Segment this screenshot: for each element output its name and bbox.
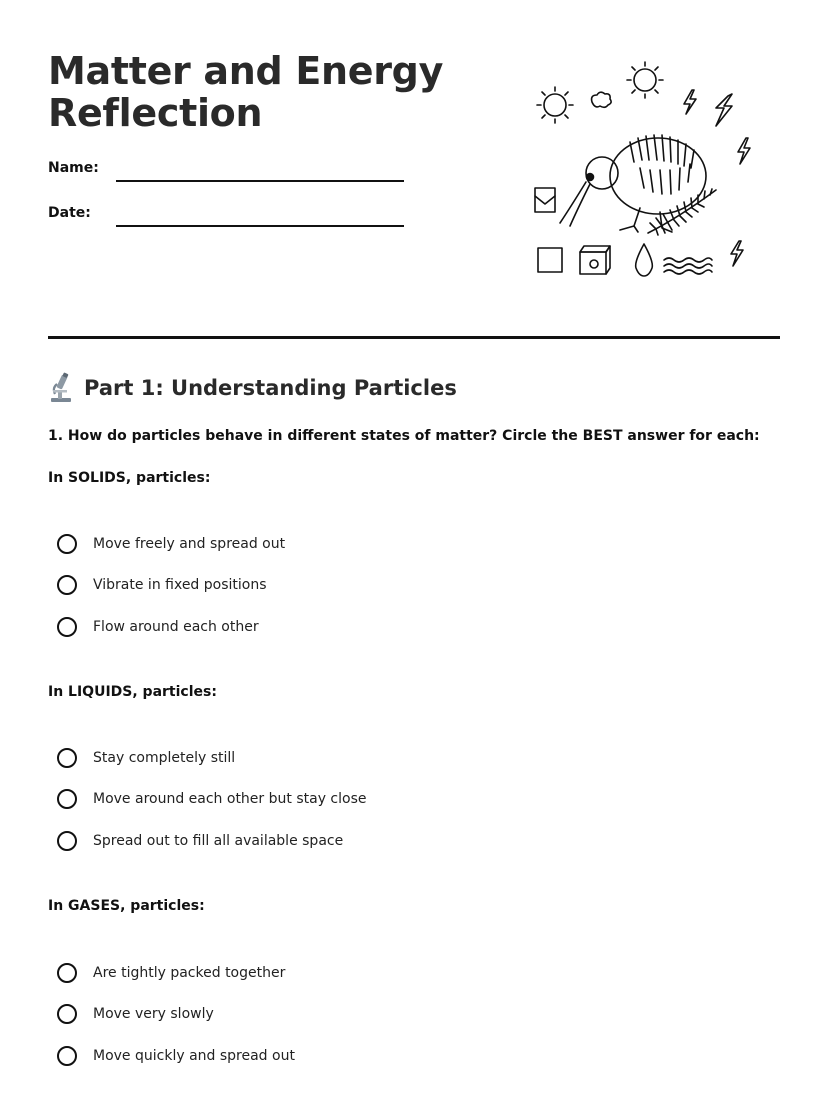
cube-icon [538,248,562,272]
radio-circle[interactable] [57,748,77,768]
title-line-1: Matter and Energy [48,49,444,93]
option-text: Flow around each other [93,619,259,635]
lightning-icon [684,90,696,114]
kiwi-illustration [528,58,768,283]
option-text: Move quickly and spread out [93,1048,295,1064]
cloud-icon [592,92,612,107]
option-text: Move freely and spread out [93,536,286,552]
option-row[interactable] [57,1043,295,1069]
lightning-icon [716,94,732,126]
radio-circle[interactable] [57,963,77,983]
part-1-heading [48,372,457,404]
water-drop-icon [636,244,653,276]
radio-circle[interactable] [57,534,77,554]
waves-icon [664,258,712,274]
option-text: Vibrate in fixed positions [93,577,267,593]
solids-label: In SOLIDS, particles: [48,470,211,486]
option-text: Stay completely still [93,750,236,766]
liquids-label: In LIQUIDS, particles: [48,684,217,700]
name-field[interactable] [116,180,404,182]
option-row[interactable] [57,828,343,854]
radio-circle[interactable] [57,831,77,851]
option-row[interactable] [57,1001,214,1027]
fern-icon [648,189,716,235]
sun-icon [537,87,573,123]
radio-circle[interactable] [57,1046,77,1066]
option-row[interactable] [57,786,367,812]
radio-circle[interactable] [57,1004,77,1024]
date-label: Date: [48,205,91,221]
option-text: Move very slowly [93,1006,214,1022]
option-text: Are tightly packed together [93,965,286,981]
lightning-icon [738,138,750,164]
radio-circle[interactable] [57,789,77,809]
sun-icon [627,62,663,98]
box-icon [580,246,610,274]
option-row[interactable] [57,614,259,640]
lightning-icon [731,241,743,266]
part-title: Part 1: Understanding Particles [84,376,457,400]
radio-circle[interactable] [57,575,77,595]
option-row[interactable] [57,960,285,986]
gases-label: In GASES, particles: [48,898,205,914]
option-row[interactable] [57,531,285,557]
section-divider [48,336,780,339]
envelope-icon [535,188,555,212]
kiwi-bird [560,135,706,232]
page-title [48,50,443,134]
name-label: Name: [48,160,99,176]
option-text: Move around each other but stay close [93,791,367,807]
date-field[interactable] [116,225,404,227]
radio-circle[interactable] [57,617,77,637]
title-line-2: Reflection [48,91,263,135]
question-text: 1. How do particles behave in different states of matter? Circle the BEST answer for each: [48,428,760,444]
option-row[interactable] [57,745,235,771]
microscope-icon [48,372,74,404]
option-text: Spread out to fill all available space [93,833,344,849]
option-row[interactable] [57,572,267,598]
